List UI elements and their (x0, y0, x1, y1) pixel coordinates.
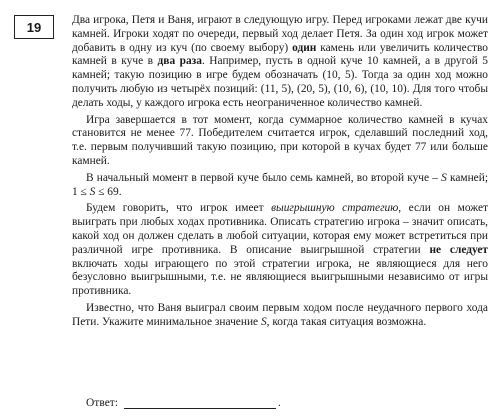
paragraph-rules (72, 14, 488, 111)
bold-should-not: не следует (429, 243, 488, 256)
answer-row (86, 397, 281, 409)
text-span: . Например, пусть в одной куче 10 камней, а в другой 5 камней; такую позицию в игре будем обозначать (10, 5). Тогда за один ход можно получить любую из четырёх позиций: (11, 5), (20, 5), (10, 6), (10, 10). Для того чтобы делать ходы, у каждого игрока есть неограниченное количество камней. (72, 55, 488, 109)
text-span: Будем говорить, что игрок имеет (86, 202, 272, 215)
text-span: Два игрока, Петя и Ваня, играют в следующую игру. Перед игроками лежат две кучи камней. Игроки ходят по очереди, первый ход делает Петя. За один ход игрок может добавить в одну из куч (по своему выбору) (72, 14, 488, 54)
variable-s: S (89, 185, 96, 198)
paragraph-end-condition: Игра завершается в тот момент, когда суммарное количество камней в кучах становится не менее 77. Победителем считается игрок, сделавший последний ход, т.е. первым получивший такую позицию, при которой в кучах будет 77 или больше камней. (72, 113, 488, 167)
paragraph-strategy-definition (72, 202, 488, 299)
answer-end-dot: . (278, 397, 281, 409)
text-span: , когда такая ситуация возможна. (266, 315, 427, 328)
task-text (72, 14, 488, 333)
variable-s: S (441, 171, 447, 184)
text-span: ≤ 69. (95, 185, 122, 198)
answer-label: Ответ: (86, 397, 119, 409)
paragraph-question (72, 302, 488, 330)
variable-s: S (260, 315, 267, 328)
text-span: Известно, что Ваня выиграл своим первым ходом после неудачного первого хода Пети. Укажите минимальное значение (72, 301, 488, 328)
task-number-box (14, 15, 54, 39)
answer-blank-line[interactable] (124, 398, 276, 409)
task-number: 19 (26, 19, 42, 35)
bold-one: один (292, 41, 317, 54)
italic-winning-strategy: выигрышную стратегию (271, 202, 399, 215)
text-span: включать ходы играющего по этой стратегии игрока, не являющиеся для него безусловно выигрышными, т.е. не являющиеся выигрышными независимо от игры противника. (72, 257, 488, 298)
paragraph-initial-state (72, 172, 488, 200)
text-span: камень или увеличить количество камней в куче в (72, 41, 488, 68)
text-span: , если он может выиграть при любых ходах противника. Описать стратегию игрока – значит описать, какой ход он должен сделать в любой ситуации, которая ему может встретиться при различной игре противника. В описание выигрышной стратегии (72, 202, 488, 256)
text-span: В начальный момент в первой куче было семь камней, во второй куче – (86, 171, 442, 184)
text-span: камней; 1 ≤ (72, 171, 488, 198)
bold-two-times: два раза (157, 55, 202, 68)
